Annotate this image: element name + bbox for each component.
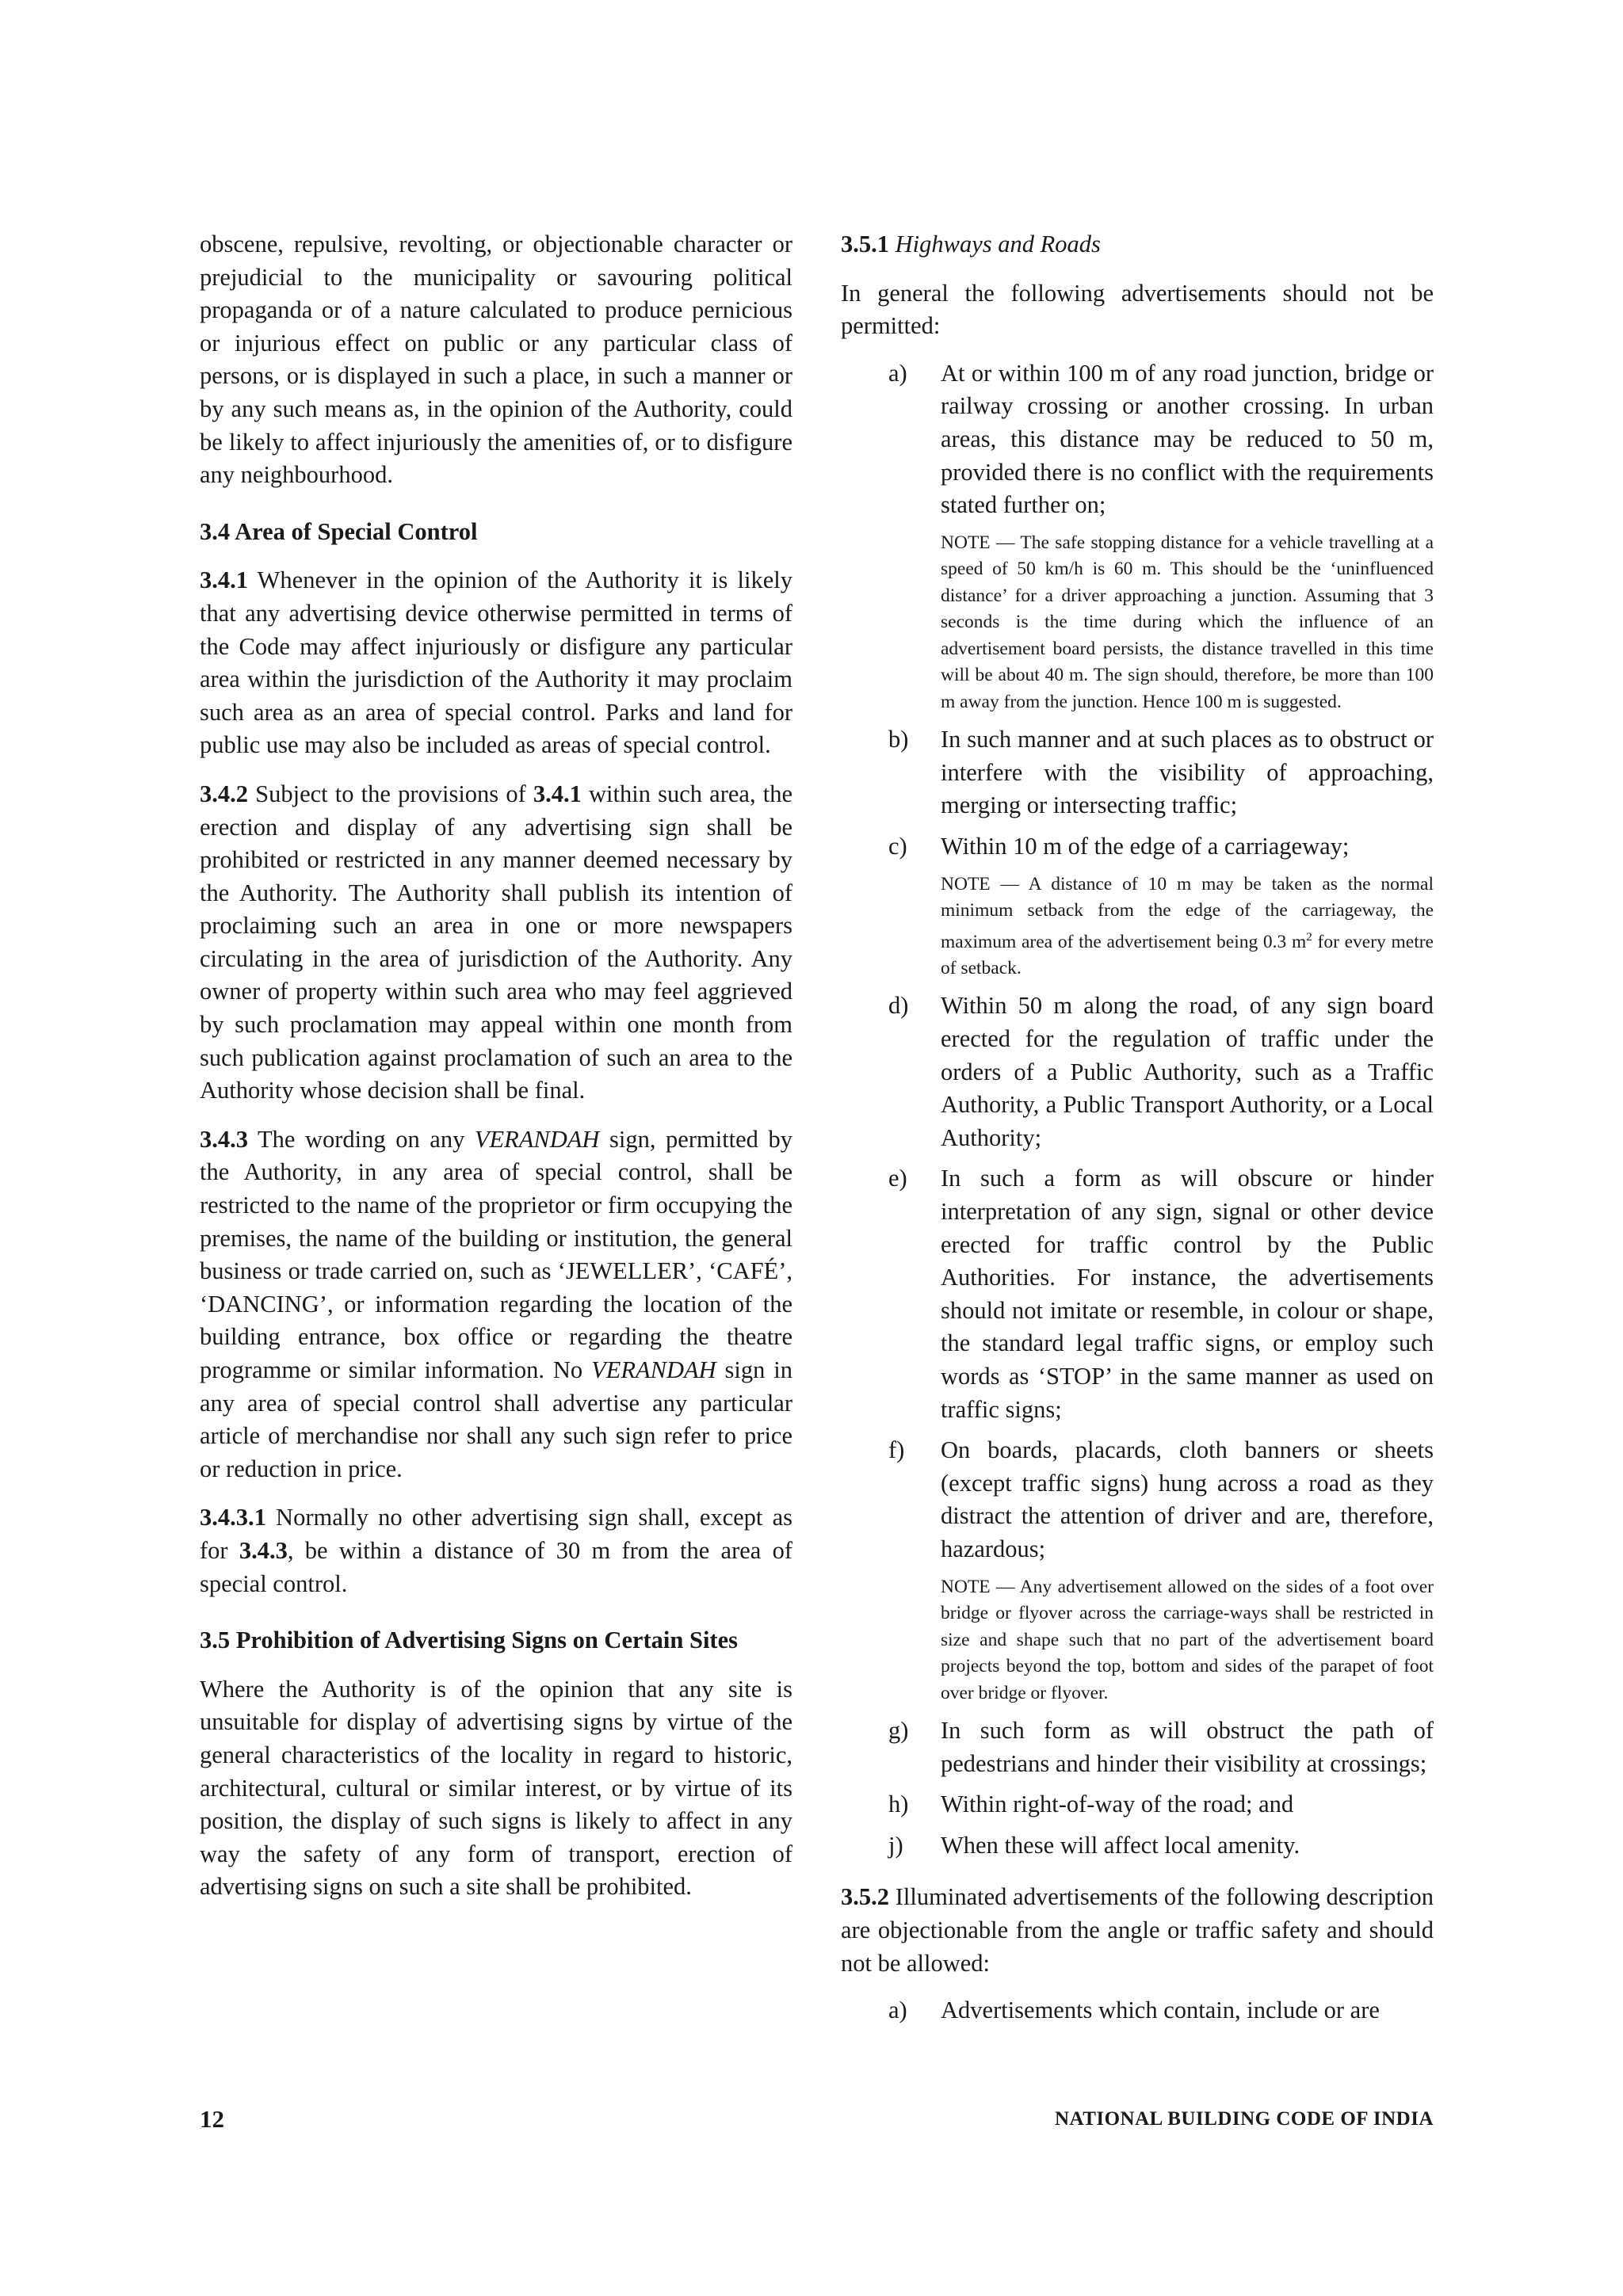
clause-number: 3.5.2 bbox=[841, 1883, 889, 1911]
list-marker: g) bbox=[888, 1717, 909, 1745]
clause-italic-term: VERANDAH bbox=[591, 1356, 716, 1383]
clause-3-5-2 bbox=[841, 1881, 1434, 1980]
clause-title: Highways and Roads bbox=[889, 231, 1101, 257]
clause-number: 3.4.2 bbox=[200, 780, 248, 807]
left-column bbox=[200, 228, 792, 1904]
list-marker: j) bbox=[888, 1831, 903, 1859]
list-item-text: Within 10 m of the edge of a carriageway; bbox=[941, 833, 1350, 860]
clause-number: 3.5.1 bbox=[841, 231, 889, 257]
illuminated-list bbox=[841, 1994, 1434, 2027]
section-heading-3-4: 3.4 Area of Special Control bbox=[200, 517, 478, 545]
note-setback bbox=[941, 871, 1434, 982]
page-number: 12 bbox=[200, 2105, 224, 2133]
list-item-text: In such manner and at such places as to obstruct or interfere with the visibility of approaching, merging or intersecting traffic; bbox=[941, 726, 1434, 819]
clause-text: sign in any area of special control shall advertise any particular article of merchandise nor shall any such sign refer to price or reduction in price. bbox=[200, 1356, 792, 1482]
list-item-text: Advertisements which contain, include or are bbox=[941, 1997, 1380, 2024]
list-item bbox=[841, 1434, 1434, 1566]
list-marker: b) bbox=[888, 726, 909, 753]
list-item bbox=[841, 357, 1434, 522]
list-marker: d) bbox=[888, 992, 909, 1020]
list-item-text: In such form as will obstruct the path of pedestrians and hinder their visibility at crossings; bbox=[941, 1717, 1434, 1777]
list-item bbox=[841, 1788, 1434, 1821]
list-marker: f) bbox=[888, 1436, 905, 1464]
list-item bbox=[841, 1829, 1434, 1863]
list-item bbox=[841, 723, 1434, 822]
list-item bbox=[841, 990, 1434, 1154]
running-footer-title: NATIONAL BUILDING CODE OF INDIA bbox=[1054, 2108, 1434, 2130]
clause-3-4-3-1 bbox=[200, 1501, 792, 1600]
clause-reference: 3.4.1 bbox=[533, 780, 582, 807]
list-item-text: Within right-of-way of the road; and bbox=[941, 1791, 1294, 1818]
clause-text: Illuminated advertisements of the following description are objectionable from the angle or traffic safety and should not be allowed: bbox=[841, 1883, 1434, 1977]
list-item bbox=[841, 830, 1434, 864]
clause-text: Subject to the provisions of bbox=[248, 780, 533, 807]
list-marker: a) bbox=[888, 359, 907, 387]
list-item-text: Within 50 m along the road, of any sign board erected for the regulation of traffic under the orders of a Public Authority, such as a Traffic Authority, a Public Transport Authority, or a Local Authority; bbox=[941, 992, 1434, 1151]
paragraph-continuation: obscene, repulsive, revolting, or objectionable character or prejudicial to the municipality or savouring political propaganda or of a nature calculated to produce pernicious or injurious effect on public or any particular class of persons, or is displayed in such a place, in such a manner or by any such means as, in the opinion of the Authority, could be likely to affect injuriously the amenities of, or to disfigure any neighbourhood. bbox=[200, 231, 792, 489]
clause-number: 3.4.1 bbox=[200, 566, 248, 594]
list-marker: a) bbox=[888, 1997, 907, 2024]
clause-text: within such area, the erection and display of any advertising sign shall be prohibited or restricted in any manner deemed necessary by the Authority. The Authority shall publish its intention of proclaiming such an area in one or more newspapers circulating in the area of jurisdiction of the Authority. Any owner of property within such area who may feel aggrieved by such proclamation may appeal within one month from such publication against proclamation of such an area to the Authority whose decision shall be final. bbox=[200, 780, 792, 1104]
note-distance: NOTE — The safe stopping distance for a vehicle travelling at a speed of 50 km/h is 60 m. This should be the ‘uninfluenced distance’ for a driver approaching a junction. Assuming that 3 seconds is the time during which the influence of an advertisement board persists, the distance travelled in this time will be about 40 m. The sign should, therefore, be more than 100 m away from the junction. Hence 100 m is suggested. bbox=[941, 532, 1434, 712]
clause-text: Whenever in the opinion of the Authority it is likely that any advertising device otherwise permitted in terms of the Code may affect injuriously or disfigure any particular area within the jurisdiction of the Authority it may proclaim such area as an area of special control. Parks and land for public use may also be included as areas of special control. bbox=[200, 566, 792, 759]
clause-text: sign, permitted by the Authority, in any area of special control, shall be restricted to the name of the proprietor or firm occupying the premises, the name of the building or institution, the general business or trade carried on, such as ‘JEWELLER’, ‘CAFÉ’, ‘DANCING’, or information regarding the location of the building entrance, box office or regarding the theatre programme or similar information. No bbox=[200, 1125, 792, 1383]
note-flyover: NOTE — Any advertisement allowed on the sides of a foot over bridge or flyover across the carriage-ways shall be restricted in size and shape such that no part of the advertisement board projects beyond the top, bottom and sides of the parapet of foot over bridge or flyover. bbox=[941, 1576, 1434, 1703]
paragraph-3-5: Where the Authority is of the opinion that any site is unsuitable for display of advertising signs by virtue of the general characteristics of the locality in regard to historic, architectural, cultural or similar interest, or by virtue of its position, the display of such signs is likely to affect in any way the safety of any form of transport, erection of advertising signs on such a site shall be prohibited. bbox=[200, 1675, 792, 1901]
prohibition-list bbox=[841, 357, 1434, 1863]
note-text: for every metre of setback. bbox=[941, 931, 1434, 978]
clause-3-5-1-heading bbox=[841, 228, 1434, 261]
list-marker: e) bbox=[888, 1165, 907, 1192]
clause-3-4-2 bbox=[200, 778, 792, 1108]
clause-3-4-1 bbox=[200, 564, 792, 762]
list-item-text: On boards, placards, cloth banners or sheets (except traffic signs) hung across a road as they distract the attention of driver and are, therefore, hazardous; bbox=[941, 1436, 1434, 1562]
list-intro: In general the following advertisements should not be permitted: bbox=[841, 279, 1434, 340]
list-item-text: At or within 100 m of any road junction, bridge or railway crossing or another crossing. In urban areas, this distance may be reduced to 50 m, provided there is no conflict with the requirements stated further on; bbox=[941, 359, 1434, 519]
clause-italic-term: VERANDAH bbox=[474, 1125, 600, 1153]
list-marker: h) bbox=[888, 1791, 909, 1818]
list-item bbox=[841, 1162, 1434, 1426]
clause-text: , be within a distance of 30 m from the area of special control. bbox=[200, 1536, 792, 1597]
clause-text: Normally no other advertising sign shall, except as for bbox=[200, 1504, 792, 1564]
clause-number: 3.4.3 bbox=[200, 1125, 248, 1153]
clause-reference: 3.4.3 bbox=[239, 1536, 288, 1564]
list-marker: c) bbox=[888, 833, 907, 860]
note-text: NOTE — A distance of 10 m may be taken as the normal minimum setback from the edge of the carriageway, the maximum area of the advertisement being 0.3 m bbox=[941, 873, 1434, 952]
section-heading-3-5: 3.5 Prohibition of Advertising Signs on Certain Sites bbox=[200, 1627, 738, 1654]
note-superscript: 2 bbox=[1306, 930, 1312, 944]
list-item bbox=[841, 1714, 1434, 1780]
right-column bbox=[841, 228, 1434, 2035]
clause-text: The wording on any bbox=[248, 1125, 475, 1153]
clause-number: 3.4.3.1 bbox=[200, 1504, 266, 1531]
list-item-text: When these will affect local amenity. bbox=[941, 1831, 1300, 1859]
clause-3-4-3 bbox=[200, 1123, 792, 1486]
list-item-text: In such a form as will obscure or hinder interpretation of any sign, signal or other device erected for traffic control by the Public Authorities. For instance, the advertisements should not imitate or resemble, in colour or shape, the standard legal traffic signs, or employ such words as ‘STOP’ in the same manner as used on traffic signs; bbox=[941, 1165, 1434, 1423]
list-item bbox=[841, 1994, 1434, 2027]
